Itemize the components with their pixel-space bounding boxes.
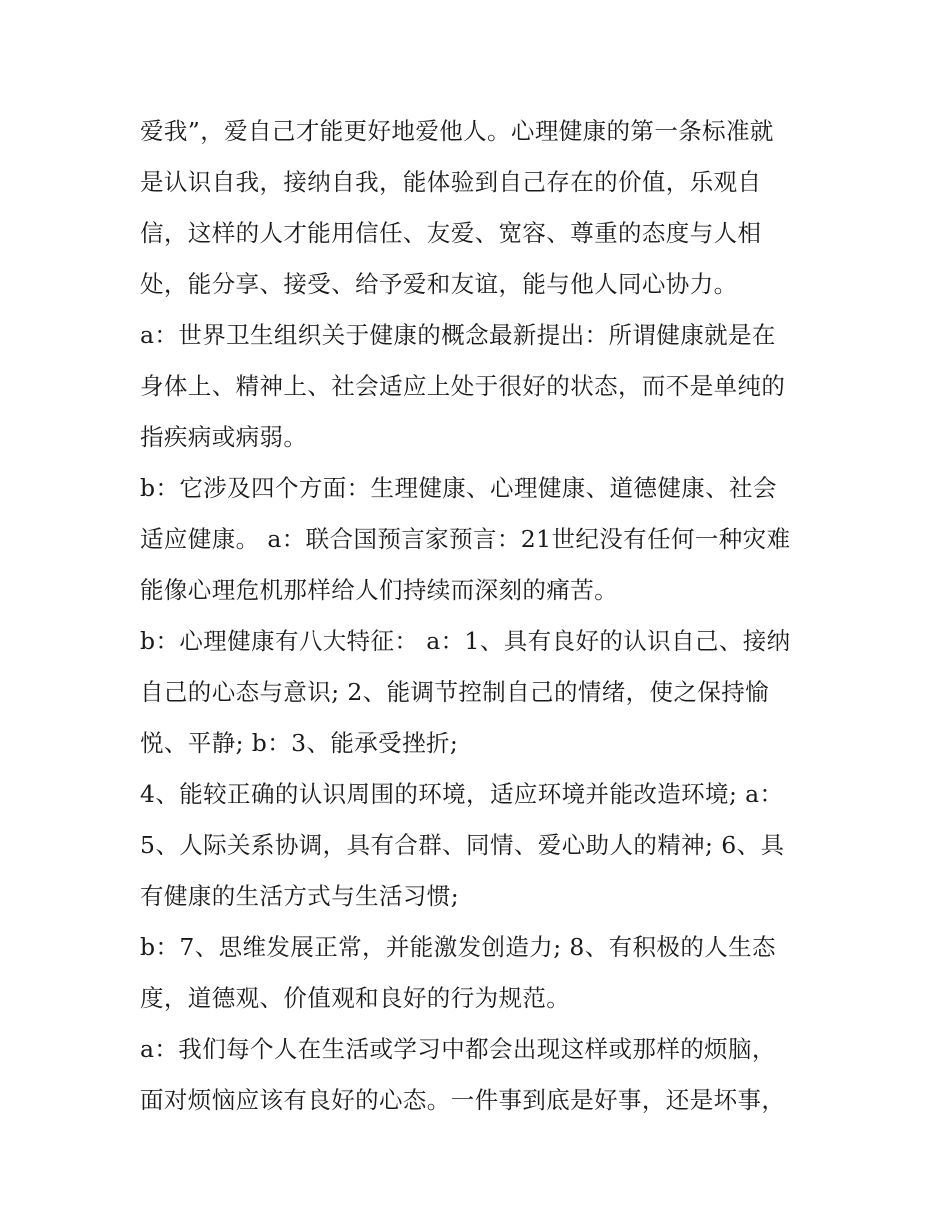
- text-line: 指疾病或病弱。: [140, 423, 308, 451]
- text-line: b：心理健康有八大特征： a：1、具有良好的认识自己、接纳: [140, 627, 791, 655]
- text-line: a：我们每个人在生活或学习中都会出现这样或那样的烦脑，: [140, 1035, 776, 1063]
- text-line: 悦、平静; b：3、能承受挫折;: [140, 729, 459, 757]
- text-line: 能像心理危机那样给人们持续而深刻的痛苦。: [140, 576, 618, 604]
- text-line: 5、人际关系协调，具有合群、同情、爱心助人的精神; 6、具: [140, 831, 785, 859]
- text-line: a：世界卫生组织关于健康的概念最新提出：所谓健康就是在: [140, 321, 776, 349]
- text-line: 面对烦恼应该有良好的心态。一件事到底是好事，还是坏事，: [140, 1086, 786, 1114]
- text-line: 适应健康。 a：联合国预言家预言：21世纪没有任何一种灾难: [140, 525, 791, 553]
- text-line: 身体上、精神上、社会适应上处于很好的状态，而不是单纯的: [140, 372, 786, 400]
- text-line: 有健康的生活方式与生活习惯;: [140, 882, 460, 910]
- text-line: 是认识自我，接纳自我，能体验到自己存在的价值，乐观自: [140, 168, 762, 196]
- text-line: 度，道德观、价值观和良好的行为规范。: [140, 984, 571, 1012]
- text-line: 自己的心态与意识; 2、能调节控制自己的情绪，使之保持愉: [140, 678, 770, 706]
- text-line: b：它涉及四个方面：生理健康、心理健康、道德健康、社会: [140, 474, 777, 502]
- text-line: b：7、思维发展正常，并能激发创造力; 8、有积极的人生态: [140, 933, 776, 961]
- text-line: 4、能较正确的认识周围的环境，适应环境并能改造环境; a：: [140, 780, 784, 808]
- text-line: 爱我”，爱自己才能更好地爱他人。心理健康的第一条标准就: [140, 117, 774, 145]
- text-line: 信，这样的人才能用信任、友爱、宽容、尊重的态度与人相: [140, 219, 762, 247]
- body-text: [140, 108, 830, 1128]
- text-line: 处，能分享、接受、给予爱和友谊，能与他人同心协力。: [140, 270, 738, 298]
